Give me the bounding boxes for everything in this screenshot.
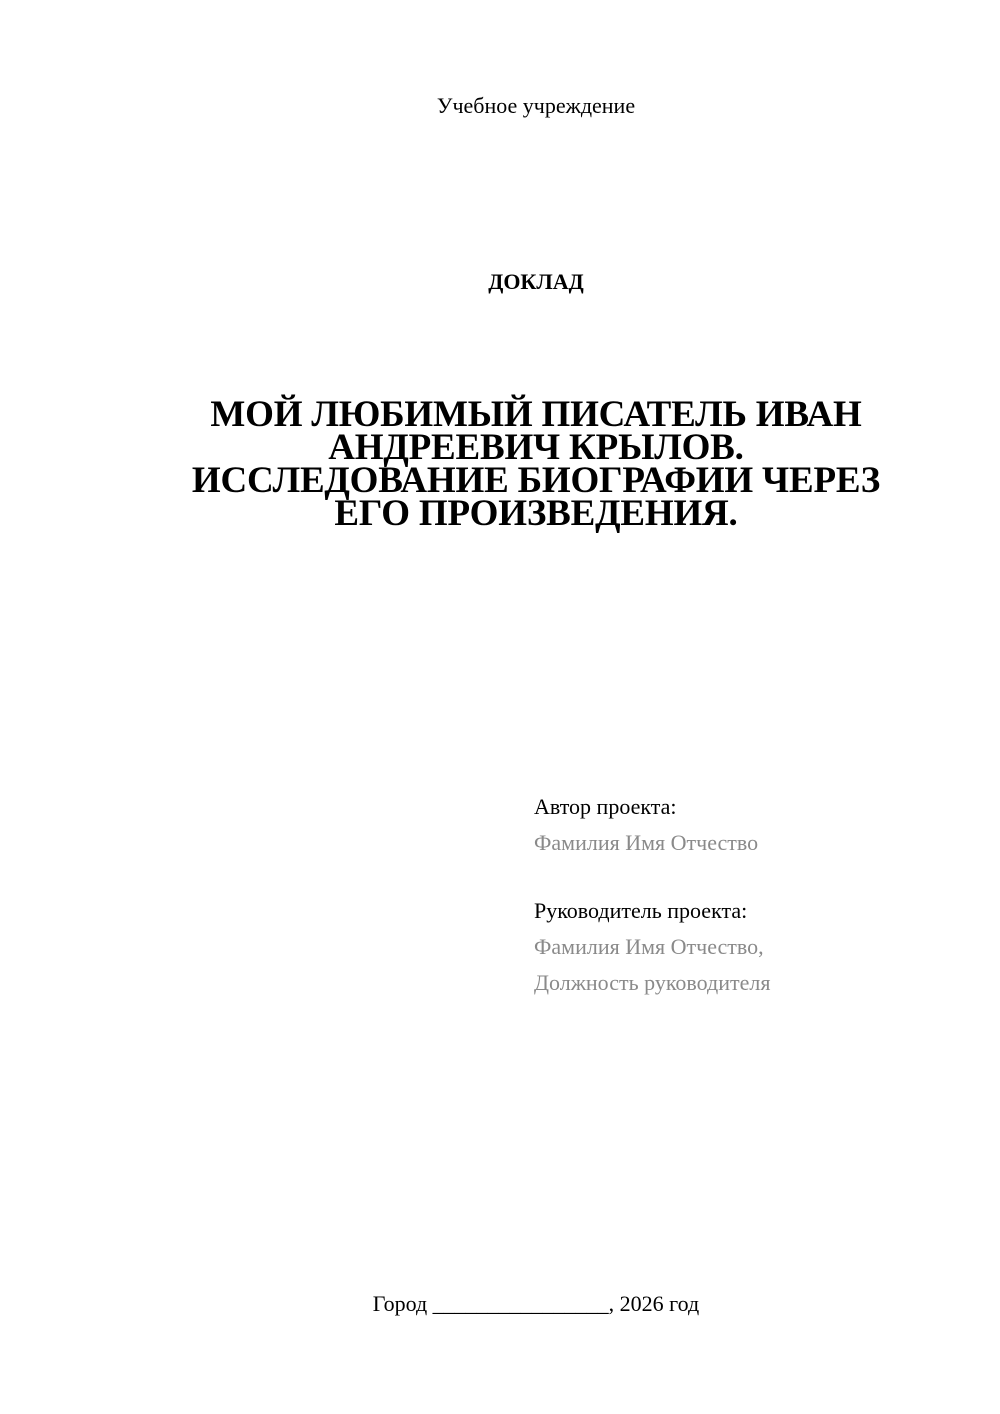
supervisor-label: Руководитель проекта: xyxy=(534,898,748,923)
report-title xyxy=(130,394,942,534)
report-title-line: ЕГО ПРОИЗВЕДЕНИЯ. xyxy=(334,493,738,534)
author-label: Автор проекта: xyxy=(534,794,677,819)
document-type: ДОКЛАД xyxy=(488,269,584,294)
author-name: Фамилия Имя Отчество xyxy=(534,830,759,855)
report-title-line: МОЙ ЛЮБИМЫЙ ПИСАТЕЛЬ ИВАН xyxy=(210,394,862,435)
report-title-line: АНДРЕЕВИЧ КРЫЛОВ. xyxy=(328,427,744,468)
supervisor-name: Фамилия Имя Отчество, xyxy=(534,934,764,959)
author-block xyxy=(534,789,974,861)
city-year-line: Город ________________, 2026 год xyxy=(372,1291,700,1316)
institution-name: Учебное учреждение xyxy=(436,93,636,118)
report-title-line: ИССЛЕДОВАНИЕ БИОГРАФИИ ЧЕРЕЗ xyxy=(191,460,881,501)
project-credits xyxy=(534,789,974,1001)
supervisor-block xyxy=(534,893,974,1001)
supervisor-position: Должность руководителя xyxy=(534,970,771,995)
